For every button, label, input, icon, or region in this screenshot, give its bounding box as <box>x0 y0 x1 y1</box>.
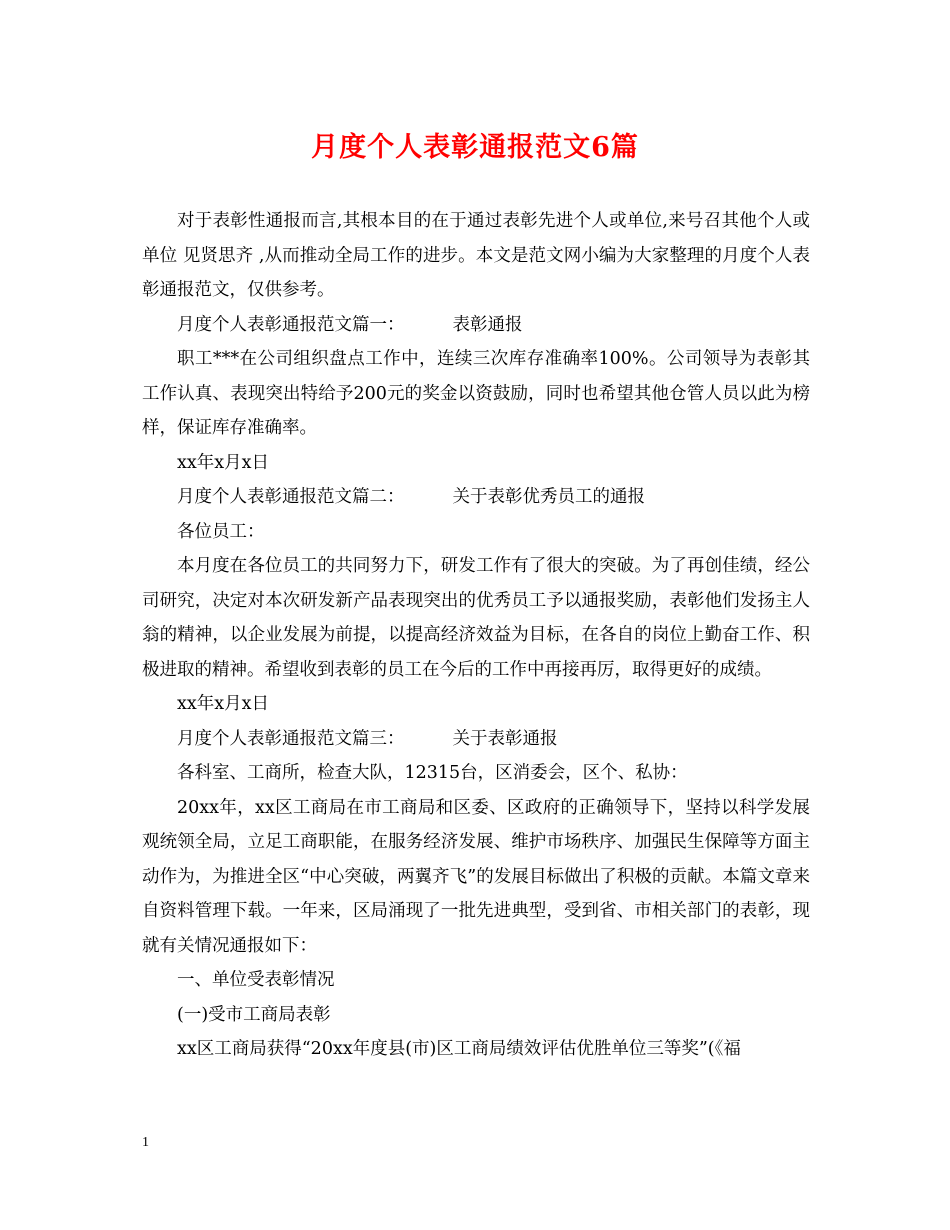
section-heading-2 <box>142 480 810 515</box>
subsection-heading: 一、单位受表彰情况 <box>177 970 335 990</box>
date-line: xx年x月x日 <box>177 452 269 473</box>
section-heading-label: 月度个人表彰通报范文篇二： <box>177 487 405 507</box>
intro-paragraph: 对于表彰性通报而言,其根本目的在于通过表彰先进个人或单位,来号召其他个人或单位 见贤思齐 ,从而推动全局工作的进步。本文是范文网小编为大家整理的月度个人表彰通报范文，仅供参考。 <box>142 211 810 300</box>
document-title: 月度个人表彰通报范文6篇 <box>311 132 639 163</box>
body-paragraph: 20xx年，xx区工商局在市工商局和区委、区政府的正确领导下，坚持以科学发展观统领全局，立足工商职能，在服务经济发展、维护市场秩序、加强民生保障等方面主动作为，为推进全区“中心突破，两翼齐飞”的发展目标做出了积极的贡献。本篇文章来自资料管理下载。一年来，区局涌现了一批先进典型，受到省、市相关部门的表彰，现就有关情况通报如下： <box>142 797 810 956</box>
section-heading-3 <box>142 722 810 757</box>
subsection-heading: (一)受市工商局表彰 <box>177 1004 331 1025</box>
recipient-line: 各科室、工商所，检查大队，12315台，区消委会，区个、私协： <box>177 763 688 783</box>
salutation: 各位员工： <box>177 521 265 542</box>
section-heading-1 <box>142 308 810 343</box>
section-heading-subtitle: 关于表彰优秀员工的通报 <box>452 487 645 507</box>
section-heading-subtitle: 表彰通报 <box>452 314 523 335</box>
body-paragraph: 职工***在公司组织盘点工作中，连续三次库存准确率100%。公司领导为表彰其工作认真、表现突出特给予200元的奖金以资鼓励，同时也希望其他仓管人员以此为榜样，保证库存准确率。 <box>142 349 810 438</box>
section-heading-label: 月度个人表彰通报范文篇三： <box>177 728 405 749</box>
section-heading-subtitle: 关于表彰通报 <box>452 728 558 749</box>
date-line: xx年x月x日 <box>177 694 269 714</box>
body-paragraph: 本月度在各位员工的共同努力下，研发工作有了很大的突破。为了再创佳绩，经公司研究，决定对本次研发新产品表现突出的优秀员工予以通报奖励，表彰他们发扬主人翁的精神，以企业发展为前提，以提高经济效益为目标，在各自的岗位上勤奋工作、积极进取的精神。希望收到表彰的员工在今后的工作中再接再厉，取得更好的成绩。 <box>142 556 810 680</box>
document-body <box>142 204 810 1067</box>
page-number: 1 <box>142 1135 149 1150</box>
body-paragraph: xx区工商局获得“20xx年度县(市)区工商局绩效评估优胜单位三等奖”(《福 <box>177 1039 741 1059</box>
section-heading-label: 月度个人表彰通报范文篇一： <box>177 314 405 335</box>
